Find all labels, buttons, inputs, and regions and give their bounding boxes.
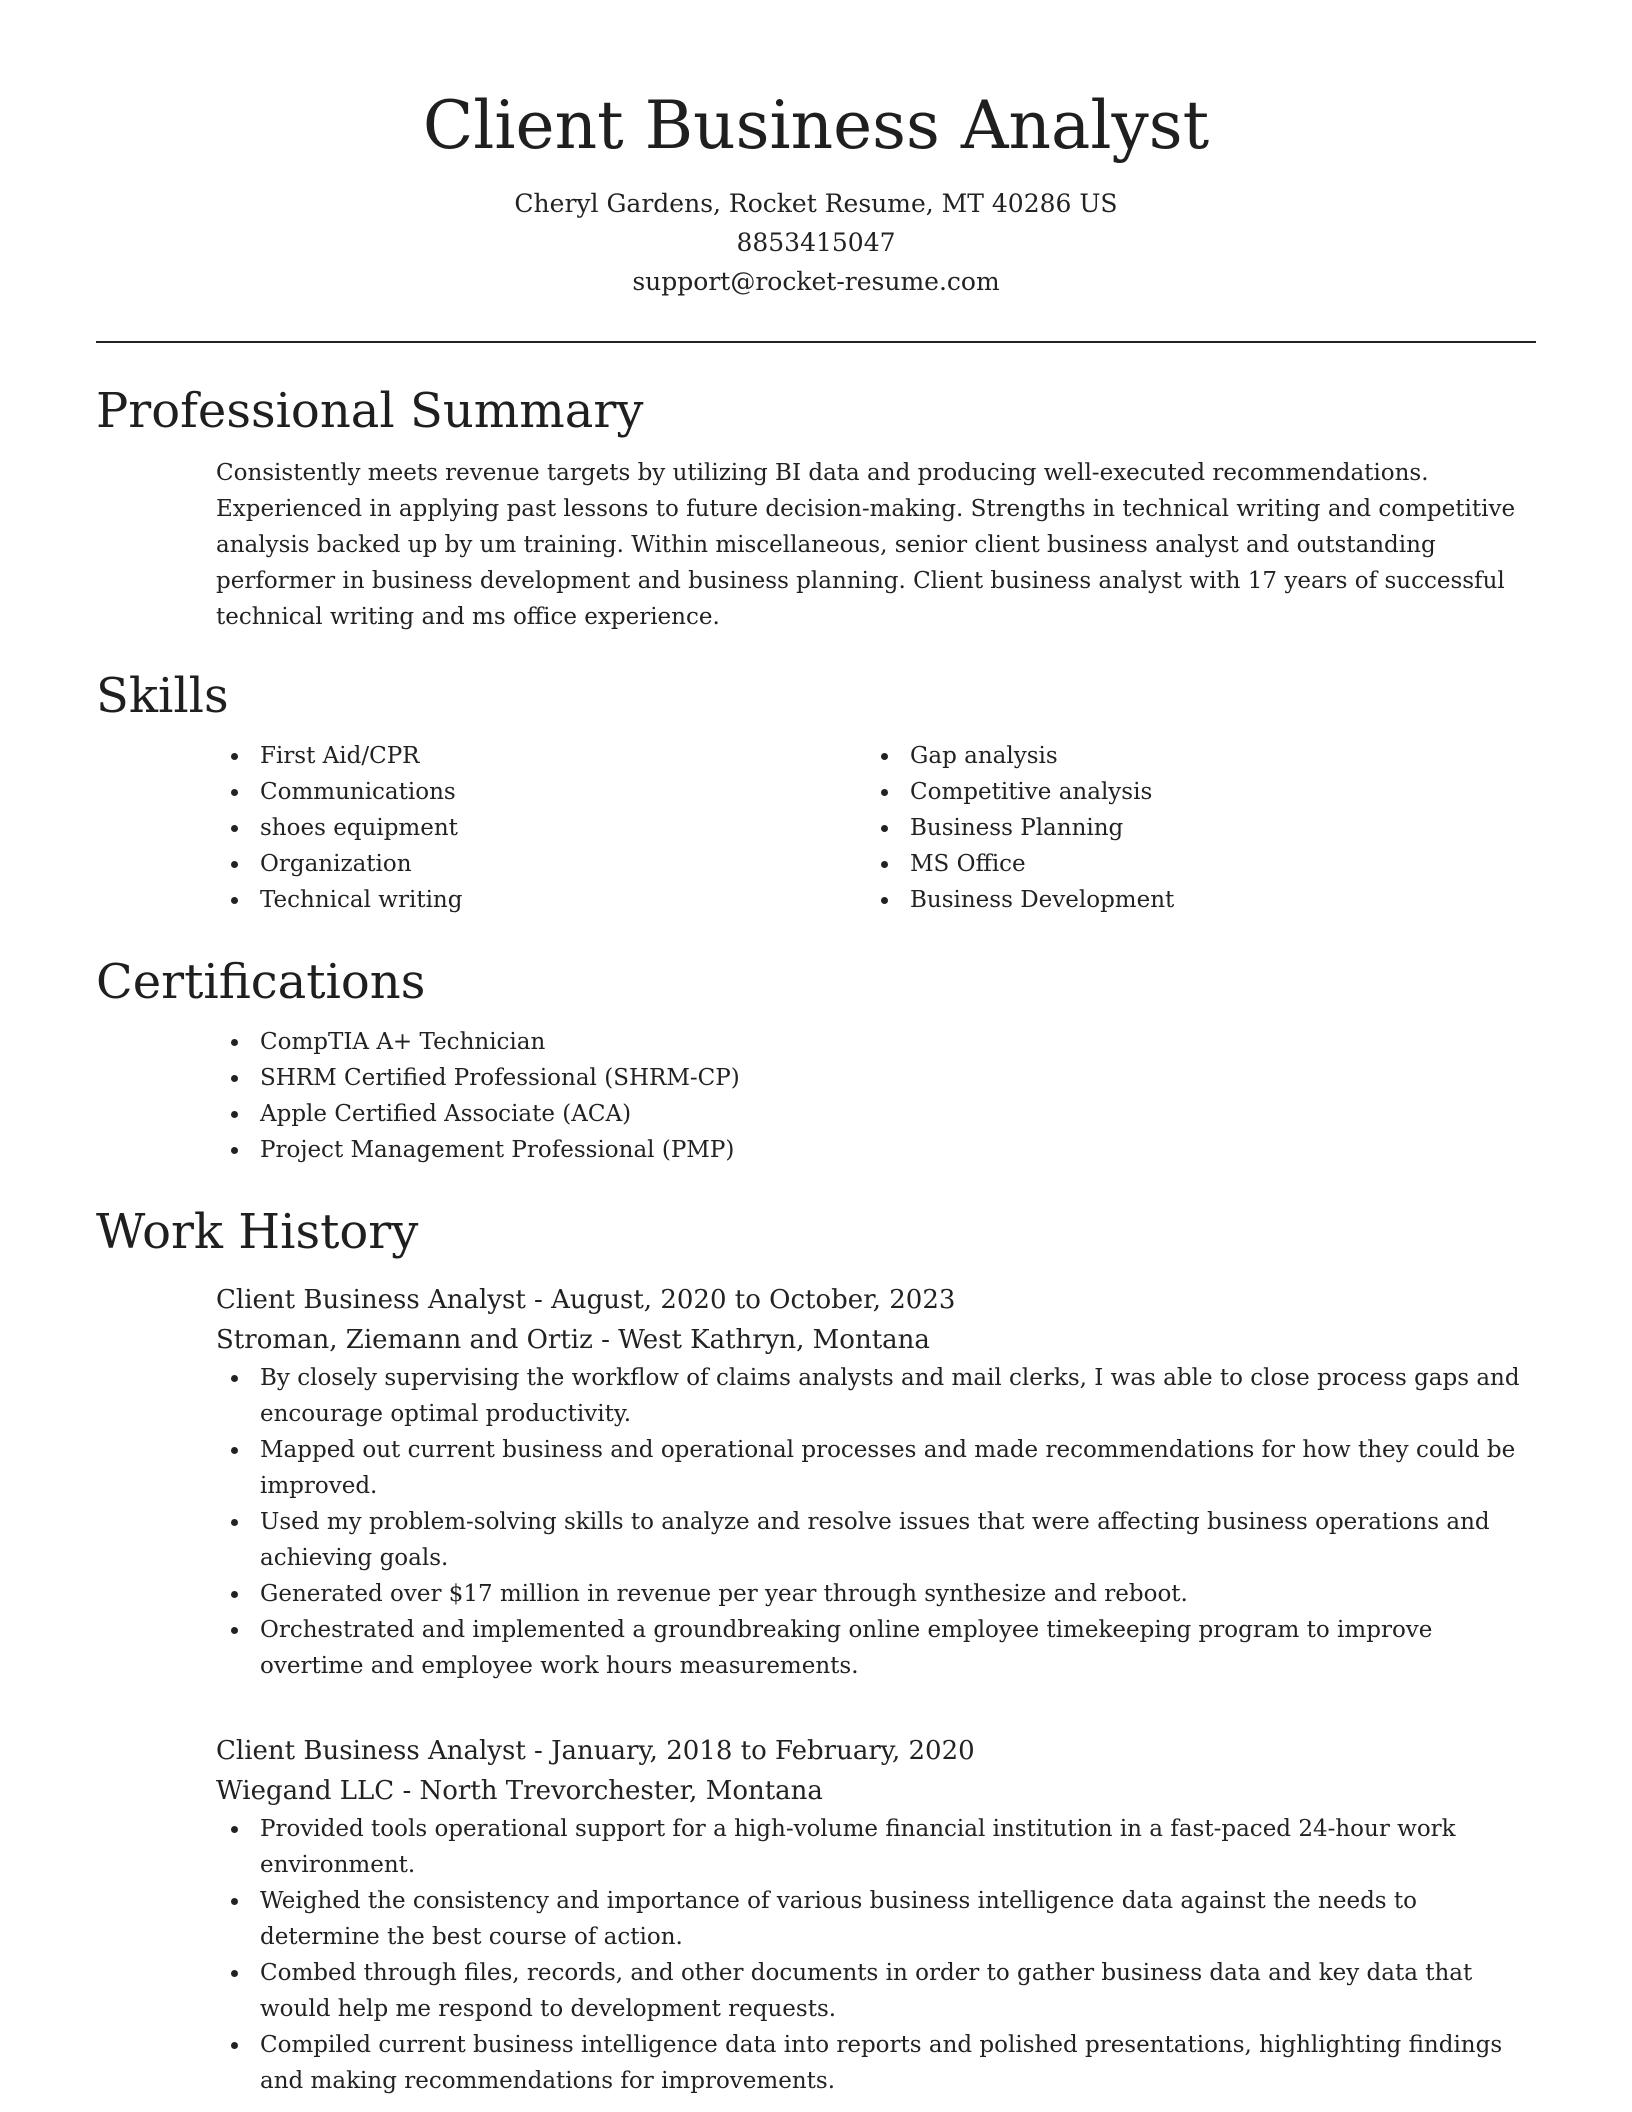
skill-item: shoes equipment xyxy=(216,810,866,846)
certification-item: CompTIA A+ Technician xyxy=(216,1024,1536,1060)
job-bullet: Orchestrated and implemented a groundbreaking online employee timekeeping program to improve overtime and employee work hours measurements. xyxy=(216,1612,1536,1684)
contact-info xyxy=(0,184,1632,301)
certification-item: Project Management Professional (PMP) xyxy=(216,1132,1536,1168)
skill-item: Communications xyxy=(216,774,866,810)
certifications-heading: Certifications xyxy=(96,954,426,1010)
skills-column-right xyxy=(866,738,1516,918)
header-divider xyxy=(96,341,1536,343)
job-bullet: Generated over $17 million in revenue per year through synthesize and reboot. xyxy=(216,1576,1536,1612)
skills-heading: Skills xyxy=(96,668,229,724)
job-entry xyxy=(96,1280,1536,1684)
summary-section xyxy=(96,381,1536,635)
contact-email: support@rocket-resume.com xyxy=(632,267,1000,296)
skill-item: Gap analysis xyxy=(866,738,1516,774)
work-history-section xyxy=(96,1202,1536,1262)
skill-item: Business Planning xyxy=(866,810,1516,846)
skill-item: Organization xyxy=(216,846,866,882)
job-bullets xyxy=(216,1360,1536,1684)
contact-address: Cheryl Gardens, Rocket Resume, MT 40286 US xyxy=(514,189,1118,218)
skills-column-left xyxy=(216,738,866,918)
job-bullet: Mapped out current business and operational processes and made recommendations for how they could be improved. xyxy=(216,1432,1536,1504)
job-bullet: Compiled current business intelligence data into reports and polished presentations, highlighting findings and making recommendations for improvements. xyxy=(216,2027,1536,2099)
job-bullets xyxy=(216,1811,1536,2099)
contact-phone: 8853415047 xyxy=(736,228,896,257)
skill-item: Business Development xyxy=(866,882,1516,918)
job-bullet: Used my problem-solving skills to analyze and resolve issues that were affecting business operations and achieving goals. xyxy=(216,1504,1536,1576)
job-title-line: Client Business Analyst - January, 2018 to February, 2020 xyxy=(216,1736,975,1766)
summary-text: Consistently meets revenue targets by utilizing BI data and producing well-executed recommendations. Experienced in applying past lessons to future decision-making. Strengths in technical writing and competitive analysis backed up by um training. Within miscellaneous, senior client business analyst and outstanding performer in business development and business planning. Client business analyst with 17 years of successful technical writing and ms office experience. xyxy=(216,460,1516,630)
skills-columns xyxy=(216,738,1536,918)
certification-item: SHRM Certified Professional (SHRM-CP) xyxy=(216,1060,1536,1096)
skill-item: First Aid/CPR xyxy=(216,738,866,774)
summary-heading: Professional Summary xyxy=(96,383,644,439)
skills-section xyxy=(96,666,1536,918)
job-entry xyxy=(96,1731,1536,2099)
job-bullet: Weighed the consistency and importance of various business intelligence data against the needs to determine the best course of action. xyxy=(216,1883,1536,1955)
job-bullet: Combed through files, records, and other documents in order to gather business data and key data that would help me respond to development requests. xyxy=(216,1955,1536,2027)
work-history-heading: Work History xyxy=(96,1204,419,1260)
skill-item: Competitive analysis xyxy=(866,774,1516,810)
certifications-list xyxy=(216,1024,1536,1168)
skill-item: Technical writing xyxy=(216,882,866,918)
candidate-name: Client Business Analyst xyxy=(422,87,1210,164)
job-company-line: Stroman, Ziemann and Ortiz - West Kathryn, Montana xyxy=(216,1325,930,1355)
job-bullet: By closely supervising the workflow of claims analysts and mail clerks, I was able to close process gaps and encourage optimal productivity. xyxy=(216,1360,1536,1432)
skill-item: MS Office xyxy=(866,846,1516,882)
job-bullet: Provided tools operational support for a high-volume financial institution in a fast-paced 24-hour work environment. xyxy=(216,1811,1536,1883)
job-company-line: Wiegand LLC - North Trevorchester, Montana xyxy=(216,1776,823,1806)
certification-item: Apple Certified Associate (ACA) xyxy=(216,1096,1536,1132)
certifications-section xyxy=(96,952,1536,1168)
resume-header xyxy=(0,0,1632,301)
job-title-line: Client Business Analyst - August, 2020 to October, 2023 xyxy=(216,1285,956,1315)
